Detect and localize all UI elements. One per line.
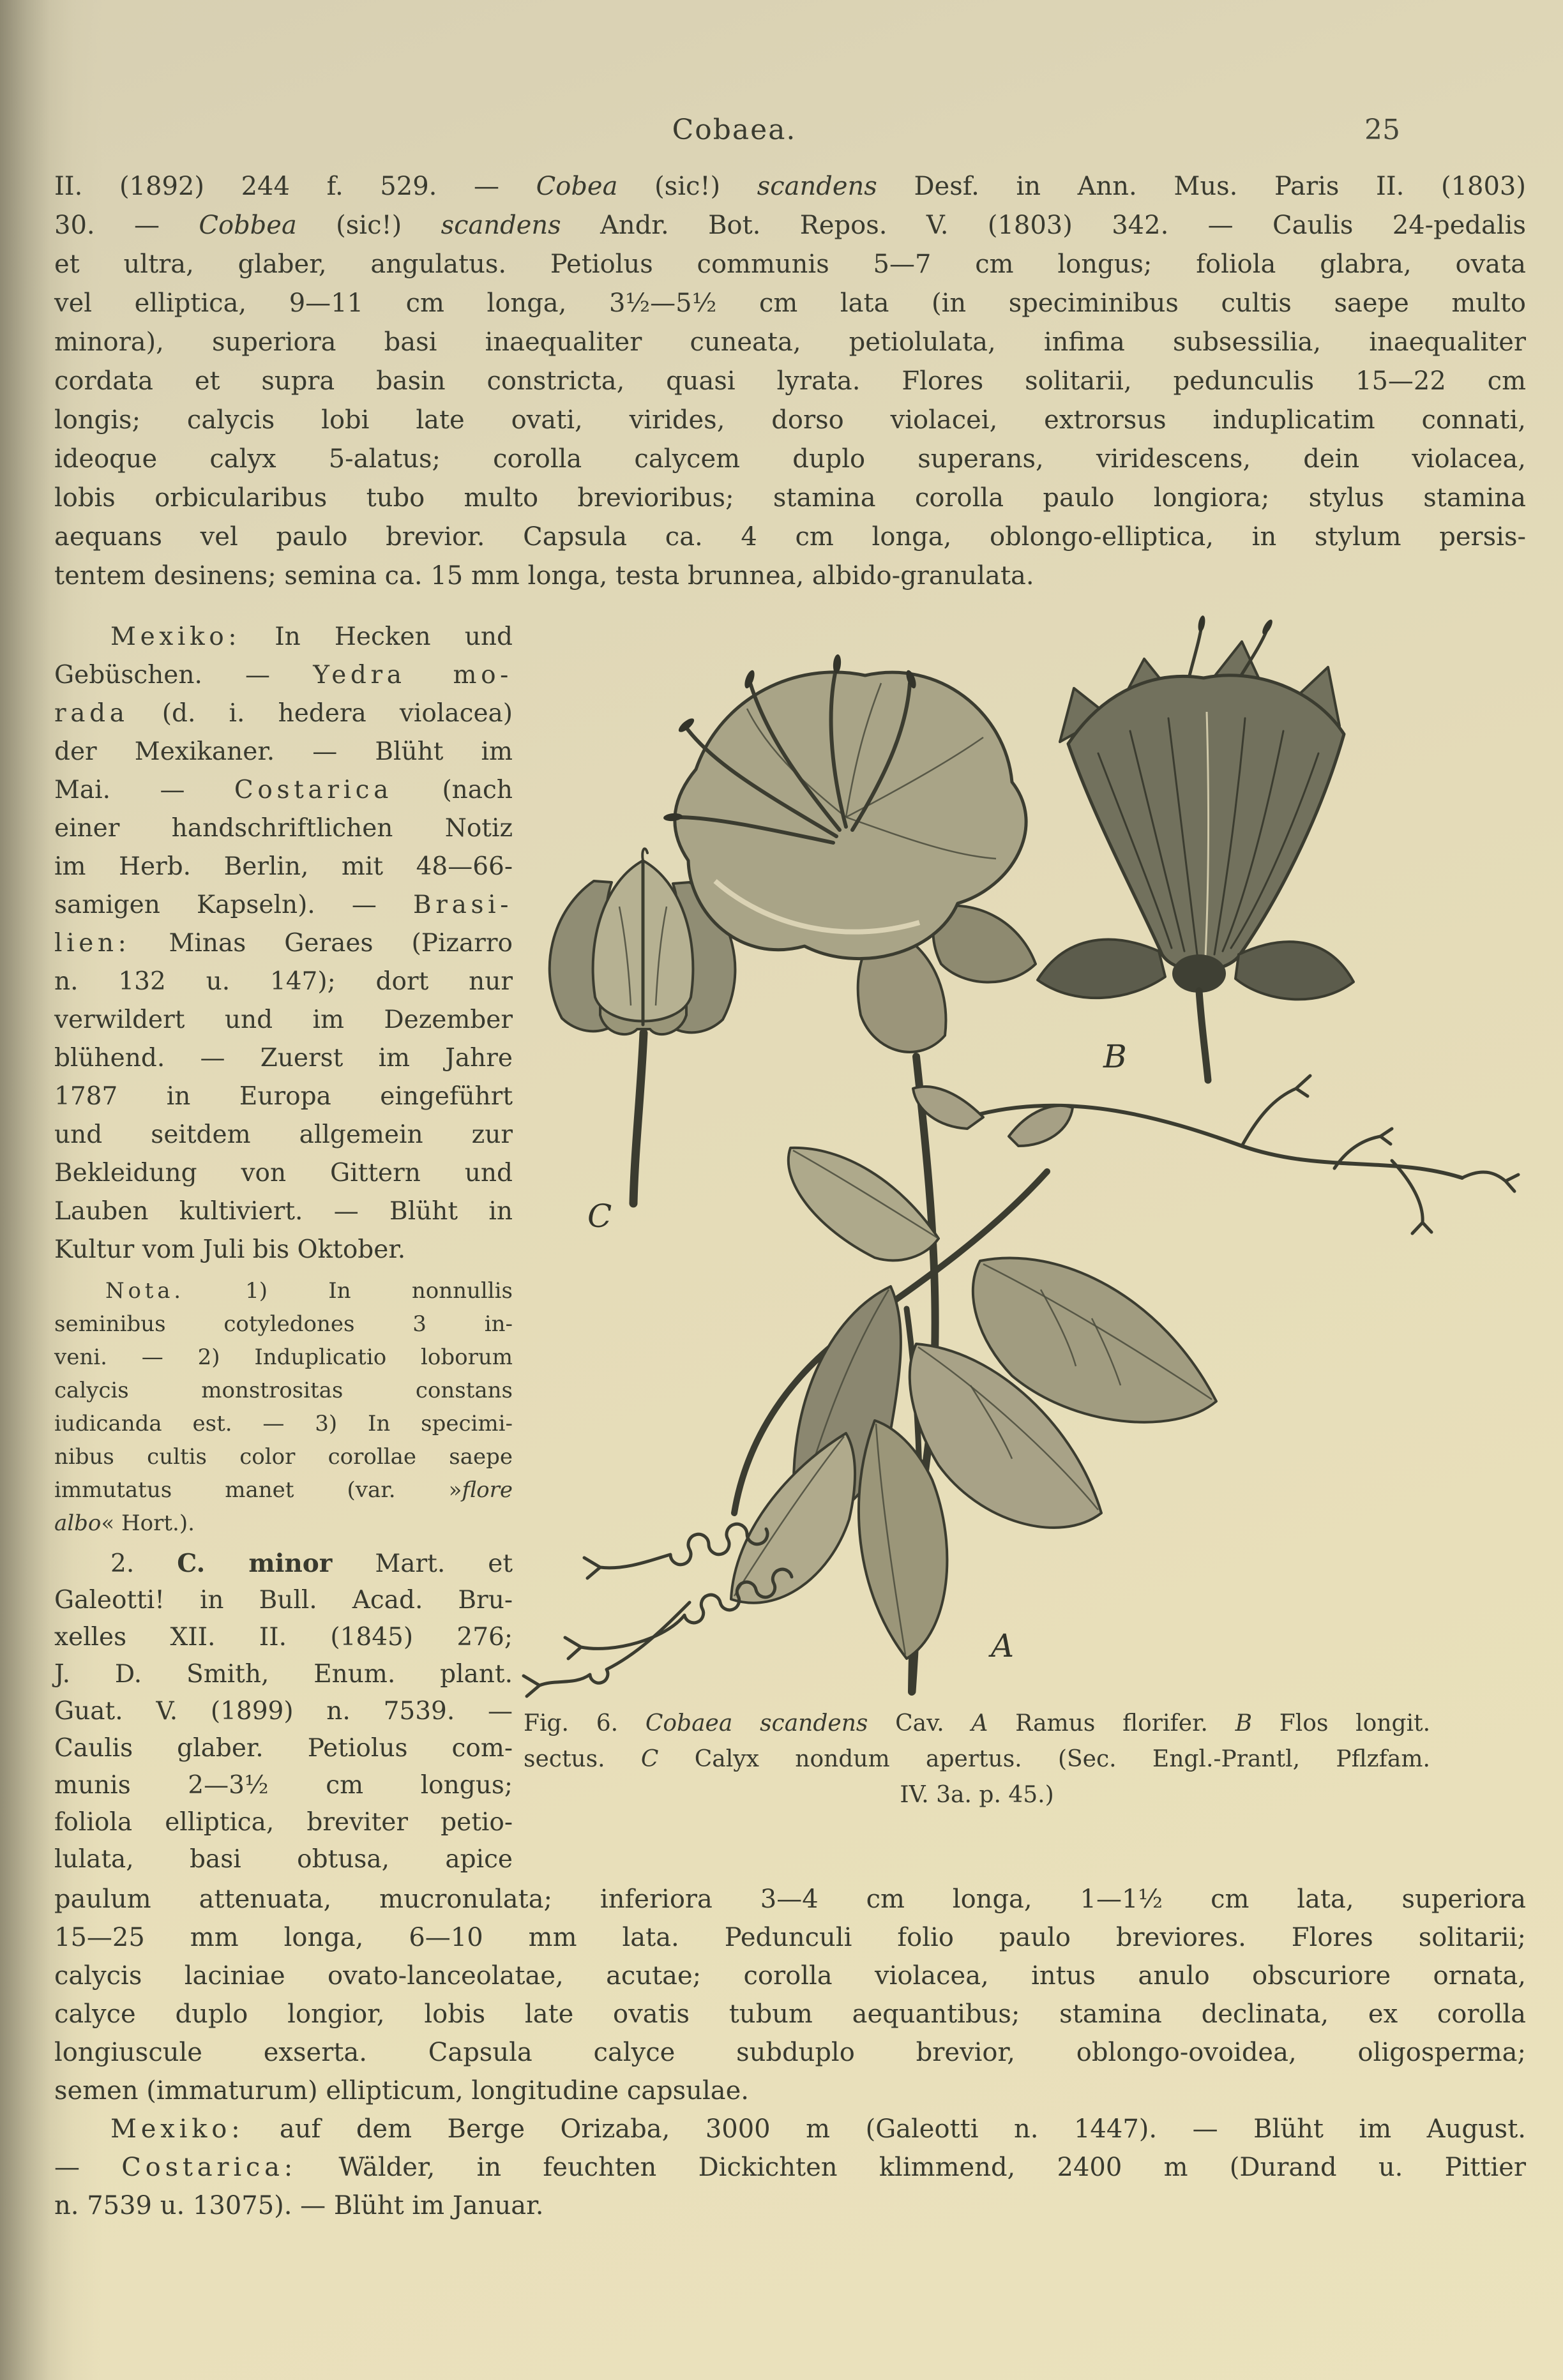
text-segment: B: [1235, 1710, 1253, 1736]
text-line: [54, 886, 513, 924]
text-segment: blühend. — Zuerst im Jahre: [54, 1044, 513, 1073]
text-segment: 30. —: [54, 211, 199, 240]
text-segment: Brasi-: [413, 891, 513, 919]
text-segment: samigen Kapseln). —: [54, 891, 413, 919]
text-segment: Caulis glaber. Petiolus com-: [54, 1734, 513, 1763]
text-segment: iudicanda est. — 3) In specimi-: [54, 1411, 513, 1436]
text-segment: longis; calycis lobi late ovati, virides, dorso violacei, extrorsus induplicatim connati,: [54, 405, 1526, 435]
figure-caption: [524, 1706, 1430, 1813]
text-segment: (sic!): [296, 211, 441, 240]
description2-paragraph: [54, 1880, 1526, 2110]
text-line: [54, 848, 513, 886]
text-line: [54, 1473, 513, 1507]
text-segment: Kultur vom Juli bis Oktober.: [54, 1235, 406, 1264]
text-segment: Yedra mo-: [313, 661, 513, 689]
text-segment: (d. i. hedera violacea): [128, 699, 513, 728]
text-line: [54, 1804, 513, 1841]
text-segment: 1787 in Europa eingeführt: [54, 1082, 513, 1111]
text-segment: —: [54, 2153, 122, 2182]
habitat-paragraph: [54, 618, 513, 1269]
text-line: [54, 2187, 1526, 2225]
text-segment: C: [640, 1746, 659, 1772]
text-line: [54, 810, 513, 848]
text-line: [54, 1274, 513, 1307]
text-segment: Andr. Bot. Repos. V. (1803) 342. — Caulis 24-pedalis: [561, 211, 1527, 240]
text-line: [54, 1307, 513, 1341]
text-segment: albo: [54, 1510, 102, 1536]
text-line: [524, 1777, 1430, 1813]
text-line: [54, 695, 513, 733]
text-line: [54, 1545, 513, 1582]
text-segment: veni. — 2) Induplicatio loborum: [54, 1344, 513, 1370]
text-line: [54, 618, 513, 656]
text-segment: munis 2—3½ cm longus;: [54, 1771, 513, 1800]
text-segment: II. (1892) 244 f. 529. —: [54, 172, 536, 201]
text-line: [54, 518, 1526, 557]
text-segment: lien:: [54, 929, 131, 958]
text-line: [54, 1440, 513, 1473]
text-segment: 2.: [110, 1549, 177, 1578]
text-segment: Mexiko:: [110, 2114, 245, 2144]
text-segment: C. minor: [177, 1549, 333, 1578]
text-segment: und seitdem allgemein zur: [54, 1120, 513, 1149]
text-segment: n. 132 u. 147); dort nur: [54, 967, 513, 996]
text-segment: J. D. Smith, Enum. plant.: [54, 1660, 513, 1689]
text-segment: Costarica: [234, 776, 393, 804]
text-segment: « Hort.).: [101, 1510, 195, 1536]
young-twig-illustration: [913, 1076, 1518, 1233]
text-line: [54, 1116, 513, 1154]
text-segment: Nota.: [105, 1278, 185, 1304]
text-line: [54, 1767, 513, 1804]
text-segment: calycis monstrositas constans: [54, 1378, 513, 1403]
distribution2-paragraph: [54, 2110, 1526, 2225]
text-segment: calycis laciniae ovato-lanceolatae, acutae; corolla violacea, intus anulo obscuriore ornata,: [54, 1961, 1526, 1991]
text-segment: calyce duplo longior, lobis late ovatis tubum aequantibus; stamina declinata, ex corolla: [54, 2000, 1526, 2029]
text-line: [54, 1193, 513, 1231]
text-segment: cordata et supra basin constricta, quasi lyrata. Flores solitarii, pedunculis 15—22 cm: [54, 366, 1526, 396]
text-line: [524, 1742, 1430, 1777]
text-line: [54, 1957, 1526, 1995]
text-line: [54, 771, 513, 810]
text-line: [54, 1995, 1526, 2033]
species2-paragraph: [54, 1545, 513, 1878]
text-line: [54, 1918, 1526, 1957]
text-line: [54, 1582, 513, 1619]
text-line: [54, 963, 513, 1001]
text-segment: Mart. et: [332, 1549, 513, 1578]
text-segment: xelles XII. II. (1845) 276;: [54, 1623, 513, 1652]
text-segment: immutatus manet (var. »: [54, 1477, 462, 1503]
text-segment: Lauben kultiviert. — Blüht in: [54, 1197, 513, 1226]
text-line: [54, 1039, 513, 1078]
text-line: [54, 1880, 1526, 1918]
text-segment: sectus.: [524, 1746, 641, 1772]
text-segment: seminibus cotyledones 3 in-: [54, 1311, 513, 1337]
text-segment: foliola elliptica, breviter petio-: [54, 1808, 513, 1837]
text-line: [54, 1078, 513, 1116]
text-line: [54, 1730, 513, 1767]
text-segment: Wälder, in feuchten Dickichten klimmend, 2400 m (Durand u. Pittier: [297, 2153, 1527, 2182]
text-segment: n. 7539 u. 13075). — Blüht im Januar.: [54, 2191, 544, 2220]
species1-paragraph: [54, 167, 1526, 596]
text-segment: Desf. in Ann. Mus. Paris II. (1803): [877, 172, 1526, 201]
text-segment: scandens: [441, 211, 561, 240]
text-segment: nibus cultis color corollae saepe: [54, 1444, 513, 1470]
text-segment: 1) In nonnullis: [184, 1278, 513, 1304]
text-segment: verwildert und im Dezember: [54, 1005, 513, 1034]
text-line: [54, 362, 1526, 401]
text-line: [54, 401, 1526, 440]
section-flower-illustration: [1038, 615, 1354, 1080]
text-segment: Flos longit.: [1252, 1710, 1431, 1736]
text-segment: Cobbea: [199, 211, 297, 240]
text-segment: A: [971, 1710, 988, 1736]
text-segment: Fig. 6.: [524, 1710, 646, 1736]
nota-paragraph: [54, 1274, 513, 1540]
text-line: [54, 2148, 1526, 2187]
text-line: [54, 1154, 513, 1193]
figure-label-c: C: [587, 1198, 612, 1235]
text-segment: scandens: [757, 172, 877, 201]
text-line: [54, 1841, 513, 1878]
text-line: [54, 245, 1526, 284]
text-segment: im Herb. Berlin, mit 48—66-: [54, 852, 513, 881]
text-segment: 15—25 mm longa, 6—10 mm lata. Pedunculi folio paulo breviores. Flores solitarii;: [54, 1923, 1526, 1952]
text-segment: auf dem Berge Orizaba, 3000 m (Galeotti n. 1447). — Blüht im August.: [244, 2114, 1526, 2144]
text-line: [54, 1231, 513, 1269]
text-segment: Costarica:: [121, 2153, 298, 2182]
text-segment: semen (immaturum) ellipticum, longitudine capsulae.: [54, 2076, 749, 2105]
text-segment: Cobaea scandens: [645, 1710, 868, 1736]
text-segment: Cav.: [868, 1710, 972, 1736]
text-segment: tentem desinens; semina ca. 15 mm longa, testa brunnea, albido-granulata.: [54, 561, 1034, 591]
text-segment: rada: [54, 699, 129, 728]
text-line: [54, 2110, 1526, 2148]
text-segment: IV. 3a. p. 45.): [900, 1782, 1054, 1808]
running-header-title: Cobaea.: [672, 114, 797, 146]
text-segment: Gebüschen. —: [54, 661, 313, 689]
text-line: [54, 479, 1526, 518]
text-segment: (sic!): [617, 172, 757, 201]
text-line: [54, 167, 1526, 206]
text-line: [54, 1656, 513, 1693]
text-line: [54, 440, 1526, 479]
figure-label-b: B: [1103, 1038, 1127, 1075]
text-line: [54, 2033, 1526, 2072]
text-line: [54, 1619, 513, 1656]
text-segment: flore: [462, 1477, 513, 1503]
text-line: [54, 733, 513, 771]
text-line: [524, 1706, 1430, 1742]
text-segment: paulum attenuata, mucronulata; inferiora 3—4 cm longa, 1—1½ cm lata, superiora: [54, 1885, 1526, 1914]
text-segment: Calyx nondum apertus. (Sec. Engl.-Prantl, Pflzfam.: [658, 1746, 1430, 1772]
text-segment: In Hecken und: [241, 622, 513, 651]
text-line: [54, 206, 1526, 245]
text-line: [54, 924, 513, 963]
text-segment: et ultra, glaber, angulatus. Petiolus communis 5—7 cm longus; foliola glabra, ovata: [54, 250, 1526, 279]
text-segment: lulata, basi obtusa, apice: [54, 1845, 513, 1874]
text-line: [54, 1407, 513, 1440]
text-segment: einer handschriftlichen Notiz: [54, 814, 513, 843]
text-segment: Cobea: [536, 172, 618, 201]
text-segment: Bekleidung von Gittern und: [54, 1159, 513, 1187]
text-segment: Galeotti! in Bull. Acad. Bru-: [54, 1586, 513, 1615]
page-number: 25: [1364, 114, 1400, 146]
text-segment: lobis orbicularibus tubo multo brevioribus; stamina corolla paulo longiora; stylus stamina: [54, 483, 1526, 513]
text-line: [54, 557, 1526, 596]
text-line: [54, 1507, 513, 1540]
text-segment: longiuscule exserta. Capsula calyce subduplo brevior, oblongo-ovoidea, oligosperma;: [54, 2038, 1526, 2067]
botanical-illustration: [498, 606, 1563, 1717]
text-segment: Minas Geraes (Pizarro: [130, 929, 513, 958]
text-line: [54, 1001, 513, 1039]
text-segment: Guat. V. (1899) n. 7539. —: [54, 1697, 513, 1726]
text-segment: (nach: [393, 776, 513, 804]
text-segment: Mexiko:: [110, 622, 241, 651]
text-segment: aequans vel paulo brevior. Capsula ca. 4 cm longa, oblongo-elliptica, in stylum persis-: [54, 522, 1526, 552]
leafy-branch-illustration: [524, 1148, 1216, 1696]
text-line: [54, 1374, 513, 1407]
text-line: [54, 1341, 513, 1374]
text-segment: der Mexikaner. — Blüht im: [54, 737, 513, 766]
text-line: [54, 323, 1526, 362]
text-line: [54, 2072, 1526, 2110]
text-segment: minora), superiora basi inaequaliter cuneata, petiolulata, infima subsessilia, inaequaliter: [54, 328, 1526, 357]
text-segment: Ramus florifer.: [988, 1710, 1235, 1736]
text-segment: vel elliptica, 9—11 cm longa, 3½—5½ cm lata (in speciminibus cultis saepe multo: [54, 289, 1526, 318]
text-line: [54, 1693, 513, 1730]
text-segment: ideoque calyx 5-alatus; corolla calycem duplo superans, viridescens, dein violacea,: [54, 444, 1526, 474]
text-segment: Mai. —: [54, 776, 234, 804]
figure-label-a: A: [991, 1627, 1015, 1664]
text-line: [54, 656, 513, 695]
text-line: [54, 284, 1526, 323]
